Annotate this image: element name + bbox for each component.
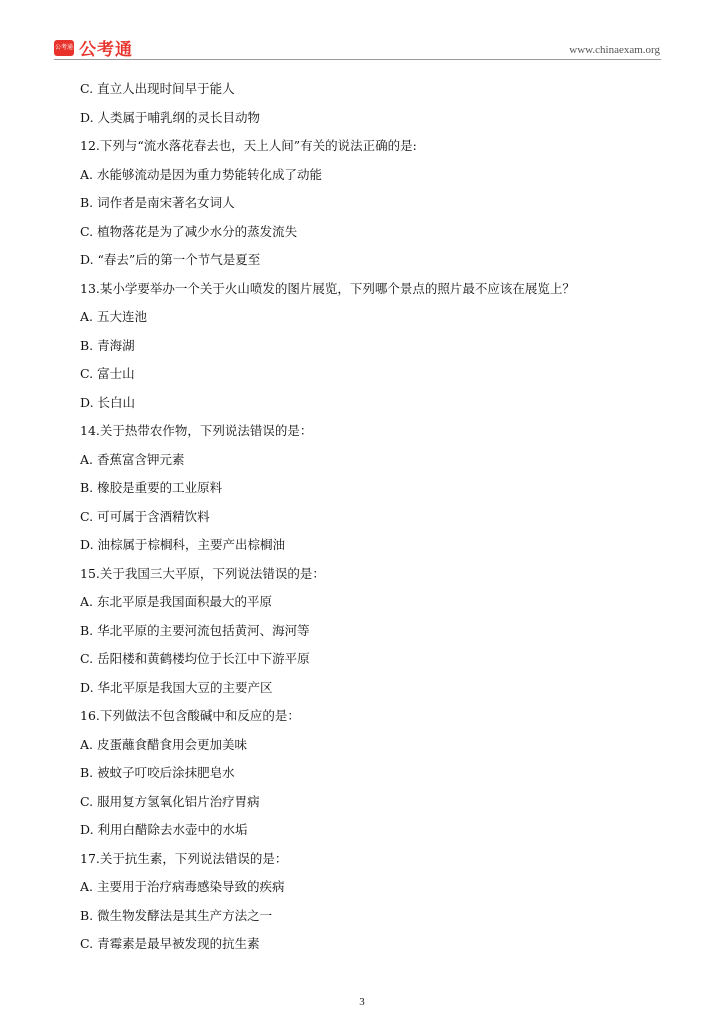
site-url: www.chinaexam.org: [569, 44, 660, 56]
text-line: B. 词作者是南宋著名女词人: [80, 195, 235, 210]
text-line: B. 橡胶是重要的工业原料: [80, 480, 223, 495]
text-line: D. 油棕属于棕榈科，主要产出棕榈油: [80, 537, 286, 552]
text-line: A. 皮蛋蘸食醋食用会更加美味: [80, 736, 247, 752]
text-line: C. 可可属于含酒精饮料: [80, 508, 210, 524]
logo-text: 公考通: [79, 40, 133, 60]
document-body: [80, 80, 660, 964]
question-16: 16.下列做法不包含酸碱中和反应的是：: [80, 708, 300, 723]
text-line: B. 华北平原的主要河流包括黄河、海河等: [80, 622, 310, 638]
page-header: [0, 0, 724, 60]
text-line: D. 长白山: [80, 394, 136, 410]
text-line: C. 富士山: [80, 366, 135, 381]
text-line: D. 利用白醋除去水壶中的水垢: [80, 822, 248, 837]
text-line: C. 直立人出现时间早于能人: [80, 81, 235, 96]
text-line: B. 被蚊子叮咬后涂抹肥皂水: [80, 765, 235, 780]
text-line: D. 人类属于哺乳纲的灵长目动物: [80, 109, 261, 125]
question-13: 13.某小学要举办一个关于火山喷发的图片展览，下列哪个景点的照片最不应该在展览上？: [80, 280, 575, 296]
question-15: 15.关于我国三大平原，下列说法错误的是：: [80, 565, 325, 581]
text-line: D. 华北平原是我国大豆的主要产区: [80, 679, 273, 695]
text-line: C. 青霉素是最早被发现的抗生素: [80, 936, 260, 951]
text-line: C. 服用复方氢氧化铝片治疗胃病: [80, 793, 260, 809]
question-14: 14.关于热带农作物，下列说法错误的是：: [80, 423, 313, 438]
logo: [54, 35, 133, 60]
text-line: B. 青海湖: [80, 337, 135, 353]
text-line: A. 香蕉富含钾元素: [80, 451, 185, 467]
question-17: 17.关于抗生素，下列说法错误的是：: [80, 850, 288, 866]
logo-badge: 公考通: [54, 40, 74, 56]
header-divider: [54, 59, 661, 60]
text-line: A. 五大连池: [80, 309, 147, 324]
question-12: 12.下列与“流水落花春去也，天上人间”有关的说法正确的是:: [80, 138, 417, 153]
text-line: B. 微生物发酵法是其生产方法之一: [80, 907, 273, 923]
text-line: C. 植物落花是为了减少水分的蒸发流失: [80, 223, 298, 239]
text-line: D. “春去”后的第一个节气是夏至: [80, 252, 261, 267]
page-number: 3: [359, 996, 365, 1008]
text-line: C. 岳阳楼和黄鹤楼均位于长江中下游平原: [80, 651, 310, 666]
text-line: A. 水能够流动是因为重力势能转化成了动能: [80, 166, 322, 182]
text-line: A. 主要用于治疗病毒感染导致的疾病: [80, 879, 285, 894]
text-line: A. 东北平原是我国面积最大的平原: [80, 594, 272, 609]
